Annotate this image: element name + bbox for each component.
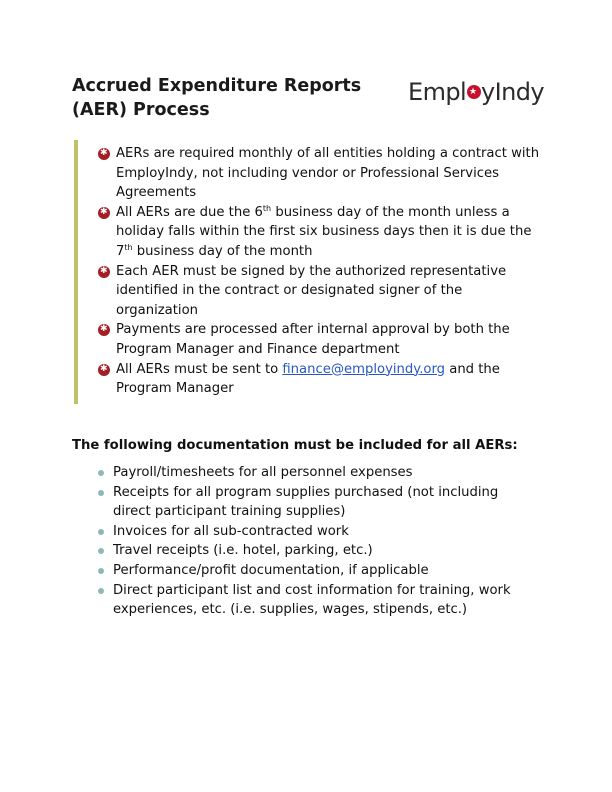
bullet-dot-icon — [98, 470, 104, 476]
requirement-text-part: All AERs are due the 6 — [116, 204, 263, 220]
documentation-text: Travel receipts (i.e. hotel, parking, etc.) — [113, 543, 373, 559]
requirement-text-part: business day of the month — [132, 243, 313, 259]
documentation-text: Receipts for all program supplies purchased (not including direct participant training supplies) — [113, 484, 499, 520]
documentation-text: Payroll/timesheets for all personnel expenses — [113, 465, 413, 480]
requirement-item — [96, 144, 548, 203]
documentation-heading: The following documentation must be included for all AERs: — [72, 438, 518, 453]
documentation-text: Performance/profit documentation, if applicable — [113, 562, 429, 578]
requirement-text: Payments are processed after internal approval by both the Program Manager and Finance department — [116, 322, 510, 357]
ordinal-suffix: th — [124, 242, 133, 252]
requirement-item — [96, 360, 548, 399]
documentation-item — [96, 581, 536, 620]
bullet-dot-icon — [98, 529, 104, 535]
page-title: Accrued Expenditure Reports (AER) Process — [72, 76, 362, 120]
requirements-list — [78, 140, 548, 399]
employindy-logo — [408, 78, 544, 106]
finance-email-link[interactable]: finance@employindy.org — [282, 361, 446, 377]
documentation-item — [96, 463, 536, 483]
bullet-dot-icon — [98, 548, 104, 554]
documentation-list — [96, 463, 536, 620]
bullet-dot-icon — [98, 568, 104, 574]
documentation-text: Direct participant list and cost information for training, work experiences, etc. (i.e. supplies, wages, stipends, etc.) — [113, 582, 511, 618]
requirement-text-part: All AERs must be sent to — [116, 361, 283, 377]
documentation-item — [96, 522, 536, 542]
requirement-text-part: business day of the month unless a holiday falls within the first six business days then it is due the 7 — [116, 204, 532, 259]
star-bullet-icon — [98, 266, 110, 278]
requirements-callout — [74, 140, 548, 404]
bullet-dot-icon — [98, 490, 104, 496]
requirement-item — [96, 320, 548, 359]
documentation-item — [96, 483, 536, 522]
star-bullet-icon — [98, 324, 110, 336]
documentation-text: Invoices for all sub-contracted work — [113, 523, 349, 539]
requirement-text: Each AER must be signed by the authorized representative identified in the contract or designated signer of the organization — [116, 263, 507, 318]
ordinal-suffix: th — [262, 203, 272, 213]
documentation-item — [96, 561, 536, 581]
bullet-dot-icon — [98, 588, 104, 594]
logo-text-start: Empl — [408, 78, 467, 106]
requirement-item — [96, 262, 548, 321]
logo-text-end: yIndy — [481, 78, 544, 106]
logo-star-icon — [467, 85, 481, 99]
star-bullet-icon — [98, 207, 110, 219]
star-bullet-icon — [98, 148, 110, 160]
requirement-item — [96, 203, 548, 262]
star-bullet-icon — [98, 364, 110, 376]
documentation-item — [96, 541, 536, 561]
requirement-text: AERs are required monthly of all entities holding a contract with EmployIndy, not including vendor or Professional Services Agreements — [116, 146, 540, 201]
requirement-text-part: and the Program Manager — [116, 361, 500, 397]
